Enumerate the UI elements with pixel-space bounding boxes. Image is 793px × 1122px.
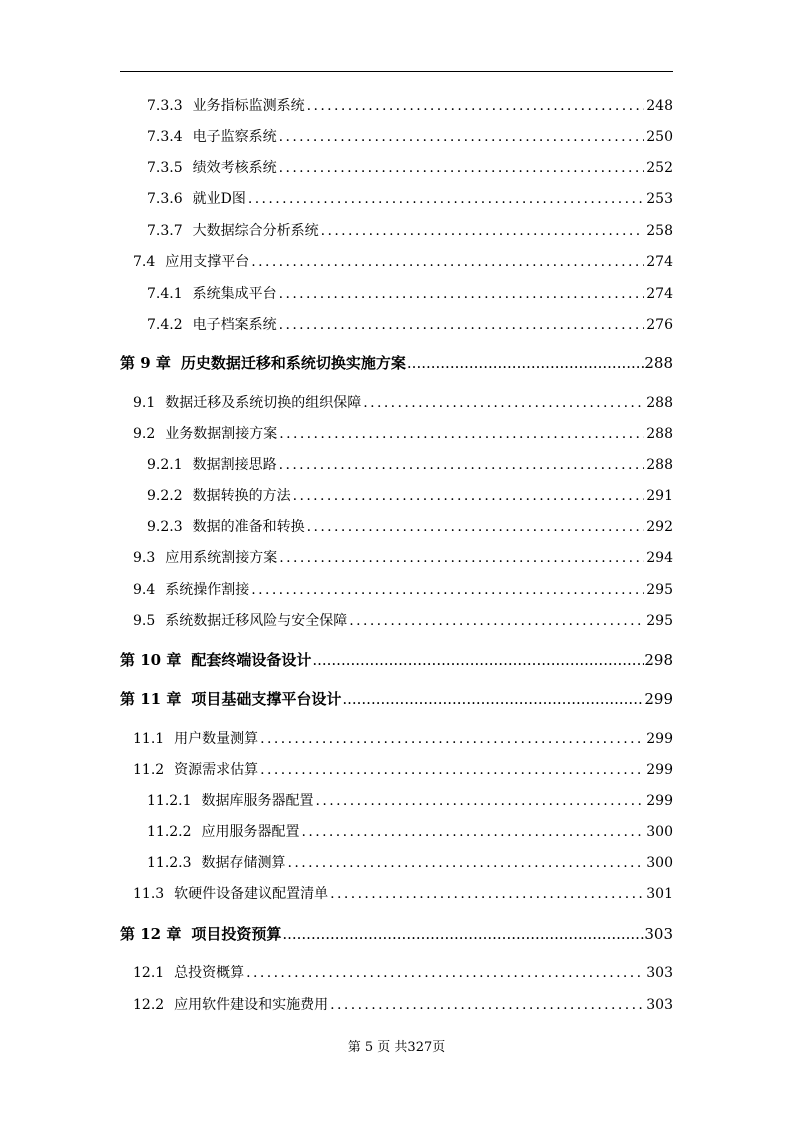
toc-page: 292 [646,519,673,535]
toc-title: 软硬件设备建议配置清单 [174,886,329,902]
toc-leader [279,549,644,567]
toc-title: 资源需求估算 [174,762,259,778]
toc-page: 299 [644,690,673,708]
toc-entry[interactable] [147,792,673,810]
toc-title: 历史数据迁移和系统切换实施方案 [180,354,406,372]
toc-leader [330,996,644,1014]
toc-title: 配套终端设备设计 [191,651,312,669]
page-footer: 第 5 页 共327页 [347,1040,446,1055]
toc-leader [288,854,645,872]
toc-page: 300 [646,855,673,871]
toc-page: 299 [646,731,673,747]
toc-entry[interactable] [133,761,673,779]
toc-entry[interactable] [133,730,673,748]
toc-entry[interactable] [133,885,673,903]
toc-title: 绩效考核系统 [192,160,277,176]
toc-number: 第 11 章 [120,690,182,708]
toc-leader [330,885,644,903]
toc-title: 数据库服务器配置 [201,793,314,809]
toc-entry[interactable] [147,456,673,474]
toc-number: 9.1 [133,395,156,411]
toc-title: 用户数量测算 [174,731,259,747]
toc-number: 9.3 [133,550,156,566]
toc-title: 电子监察系统 [192,129,277,145]
toc-leader [307,97,645,115]
toc-page: 274 [646,286,673,302]
toc-leader [279,285,645,303]
toc-page: 295 [646,582,673,598]
toc-entry[interactable] [147,128,673,146]
toc-leader [293,487,645,505]
toc-title: 数据存储测算 [201,855,286,871]
toc-entry[interactable] [133,425,673,443]
toc-leader [260,730,644,748]
toc-entry[interactable] [147,285,673,303]
toc-entry[interactable] [147,159,673,177]
toc-number: 7.4 [133,254,156,270]
toc-leader [282,925,644,943]
toc-title: 系统数据迁移风险与安全保障 [165,613,348,629]
toc-entry[interactable] [147,518,673,536]
toc-page: 274 [646,254,673,270]
toc-leader [316,792,645,810]
toc-number: 12.2 [133,997,165,1013]
toc-leader [321,222,645,240]
toc-title: 就业D图 [192,191,246,207]
toc-entry[interactable] [147,823,673,841]
toc-page: 291 [646,488,673,504]
toc-entry[interactable] [120,925,673,943]
toc-page: 288 [646,395,673,411]
toc-number: 11.2.3 [147,855,192,871]
toc-page: 288 [646,457,673,473]
toc-title: 业务数据割接方案 [165,426,278,442]
toc-title: 总投资概算 [174,965,245,981]
toc-leader [251,581,644,599]
toc-page: 288 [646,426,673,442]
toc-title: 数据的准备和转换 [192,519,305,535]
toc-number: 9.2.1 [147,457,183,473]
toc-leader [279,128,645,146]
toc-entry[interactable] [133,612,673,630]
toc-number: 7.3.4 [147,129,183,145]
toc-number: 11.1 [133,731,165,747]
toc-page: 299 [646,762,673,778]
toc-number: 7.3.6 [147,191,183,207]
toc-leader [349,612,644,630]
toc-entry[interactable] [147,97,673,115]
toc-title: 项目基础支撑平台设计 [191,690,342,708]
toc-leader [279,159,645,177]
toc-title: 项目投资预算 [191,925,282,943]
toc-number: 11.2.1 [147,793,192,809]
toc-number: 7.4.2 [147,317,183,333]
toc-page: 288 [644,354,673,372]
toc-leader [363,394,644,412]
toc-entry[interactable] [147,222,673,240]
toc-entry[interactable] [133,549,673,567]
toc-number: 9.2 [133,426,156,442]
toc-entry[interactable] [147,487,673,505]
toc-leader [302,823,645,841]
toc-number: 12.1 [133,965,165,981]
toc-leader [246,964,644,982]
toc-number: 11.2.2 [147,824,192,840]
toc-leader [279,456,645,474]
toc-leader [342,690,644,708]
toc-entry[interactable] [133,996,673,1014]
toc-entry[interactable] [133,394,673,412]
toc-page: 276 [646,317,673,333]
toc-entry[interactable] [147,854,673,872]
toc-entry[interactable] [120,651,673,669]
header-rule [120,71,673,72]
toc-leader [307,518,645,536]
toc-leader [312,651,644,669]
toc-number: 9.2.2 [147,488,183,504]
toc-entry[interactable] [133,581,673,599]
toc-title: 大数据综合分析系统 [192,223,319,239]
toc-number: 第 9 章 [120,354,171,372]
toc-title: 应用支撑平台 [165,254,250,270]
toc-leader [260,761,644,779]
toc-page: 294 [646,550,673,566]
toc-number: 7.3.7 [147,223,183,239]
toc-title: 数据转换的方法 [192,488,291,504]
toc-number: 第 10 章 [120,651,182,669]
toc-entry[interactable] [120,354,673,372]
toc-number: 9.2.3 [147,519,183,535]
toc-number: 11.2 [133,762,165,778]
toc-leader [279,316,645,334]
toc-leader [251,253,644,271]
toc-entry[interactable] [147,190,673,208]
toc-page: 303 [646,997,673,1013]
toc-title: 数据迁移及系统切换的组织保障 [165,395,362,411]
toc-title: 数据割接思路 [192,457,277,473]
toc-number: 11.3 [133,886,165,902]
toc-entry[interactable] [120,690,673,708]
toc-title: 应用服务器配置 [201,824,300,840]
toc-number: 7.4.1 [147,286,183,302]
toc-page: 258 [646,223,673,239]
toc-page: 250 [646,129,673,145]
toc-page: 303 [644,925,673,943]
toc-page: 303 [646,965,673,981]
toc-page: 253 [646,191,673,207]
toc-title: 电子档案系统 [192,317,277,333]
toc-page: 301 [646,886,673,902]
toc-page: 299 [646,793,673,809]
toc-page: 300 [646,824,673,840]
toc-title: 应用软件建设和实施费用 [174,997,329,1013]
toc-number: 9.5 [133,613,156,629]
toc-number: 9.4 [133,582,156,598]
toc-leader [248,190,644,208]
toc-number: 7.3.5 [147,160,183,176]
toc-number: 7.3.3 [147,98,183,114]
toc-page: 295 [646,613,673,629]
toc-page: 248 [646,98,673,114]
toc-title: 系统操作割接 [165,582,250,598]
toc-entry[interactable] [147,316,673,334]
toc-entry[interactable] [133,964,673,982]
toc-title: 系统集成平台 [192,286,277,302]
toc-title: 应用系统割接方案 [165,550,278,566]
toc-number: 第 12 章 [120,925,182,943]
toc-title: 业务指标监测系统 [192,98,305,114]
toc-page: 252 [646,160,673,176]
toc-leader [407,354,644,372]
toc-leader [279,425,644,443]
toc-page: 298 [644,651,673,669]
toc-entry[interactable] [133,253,673,271]
